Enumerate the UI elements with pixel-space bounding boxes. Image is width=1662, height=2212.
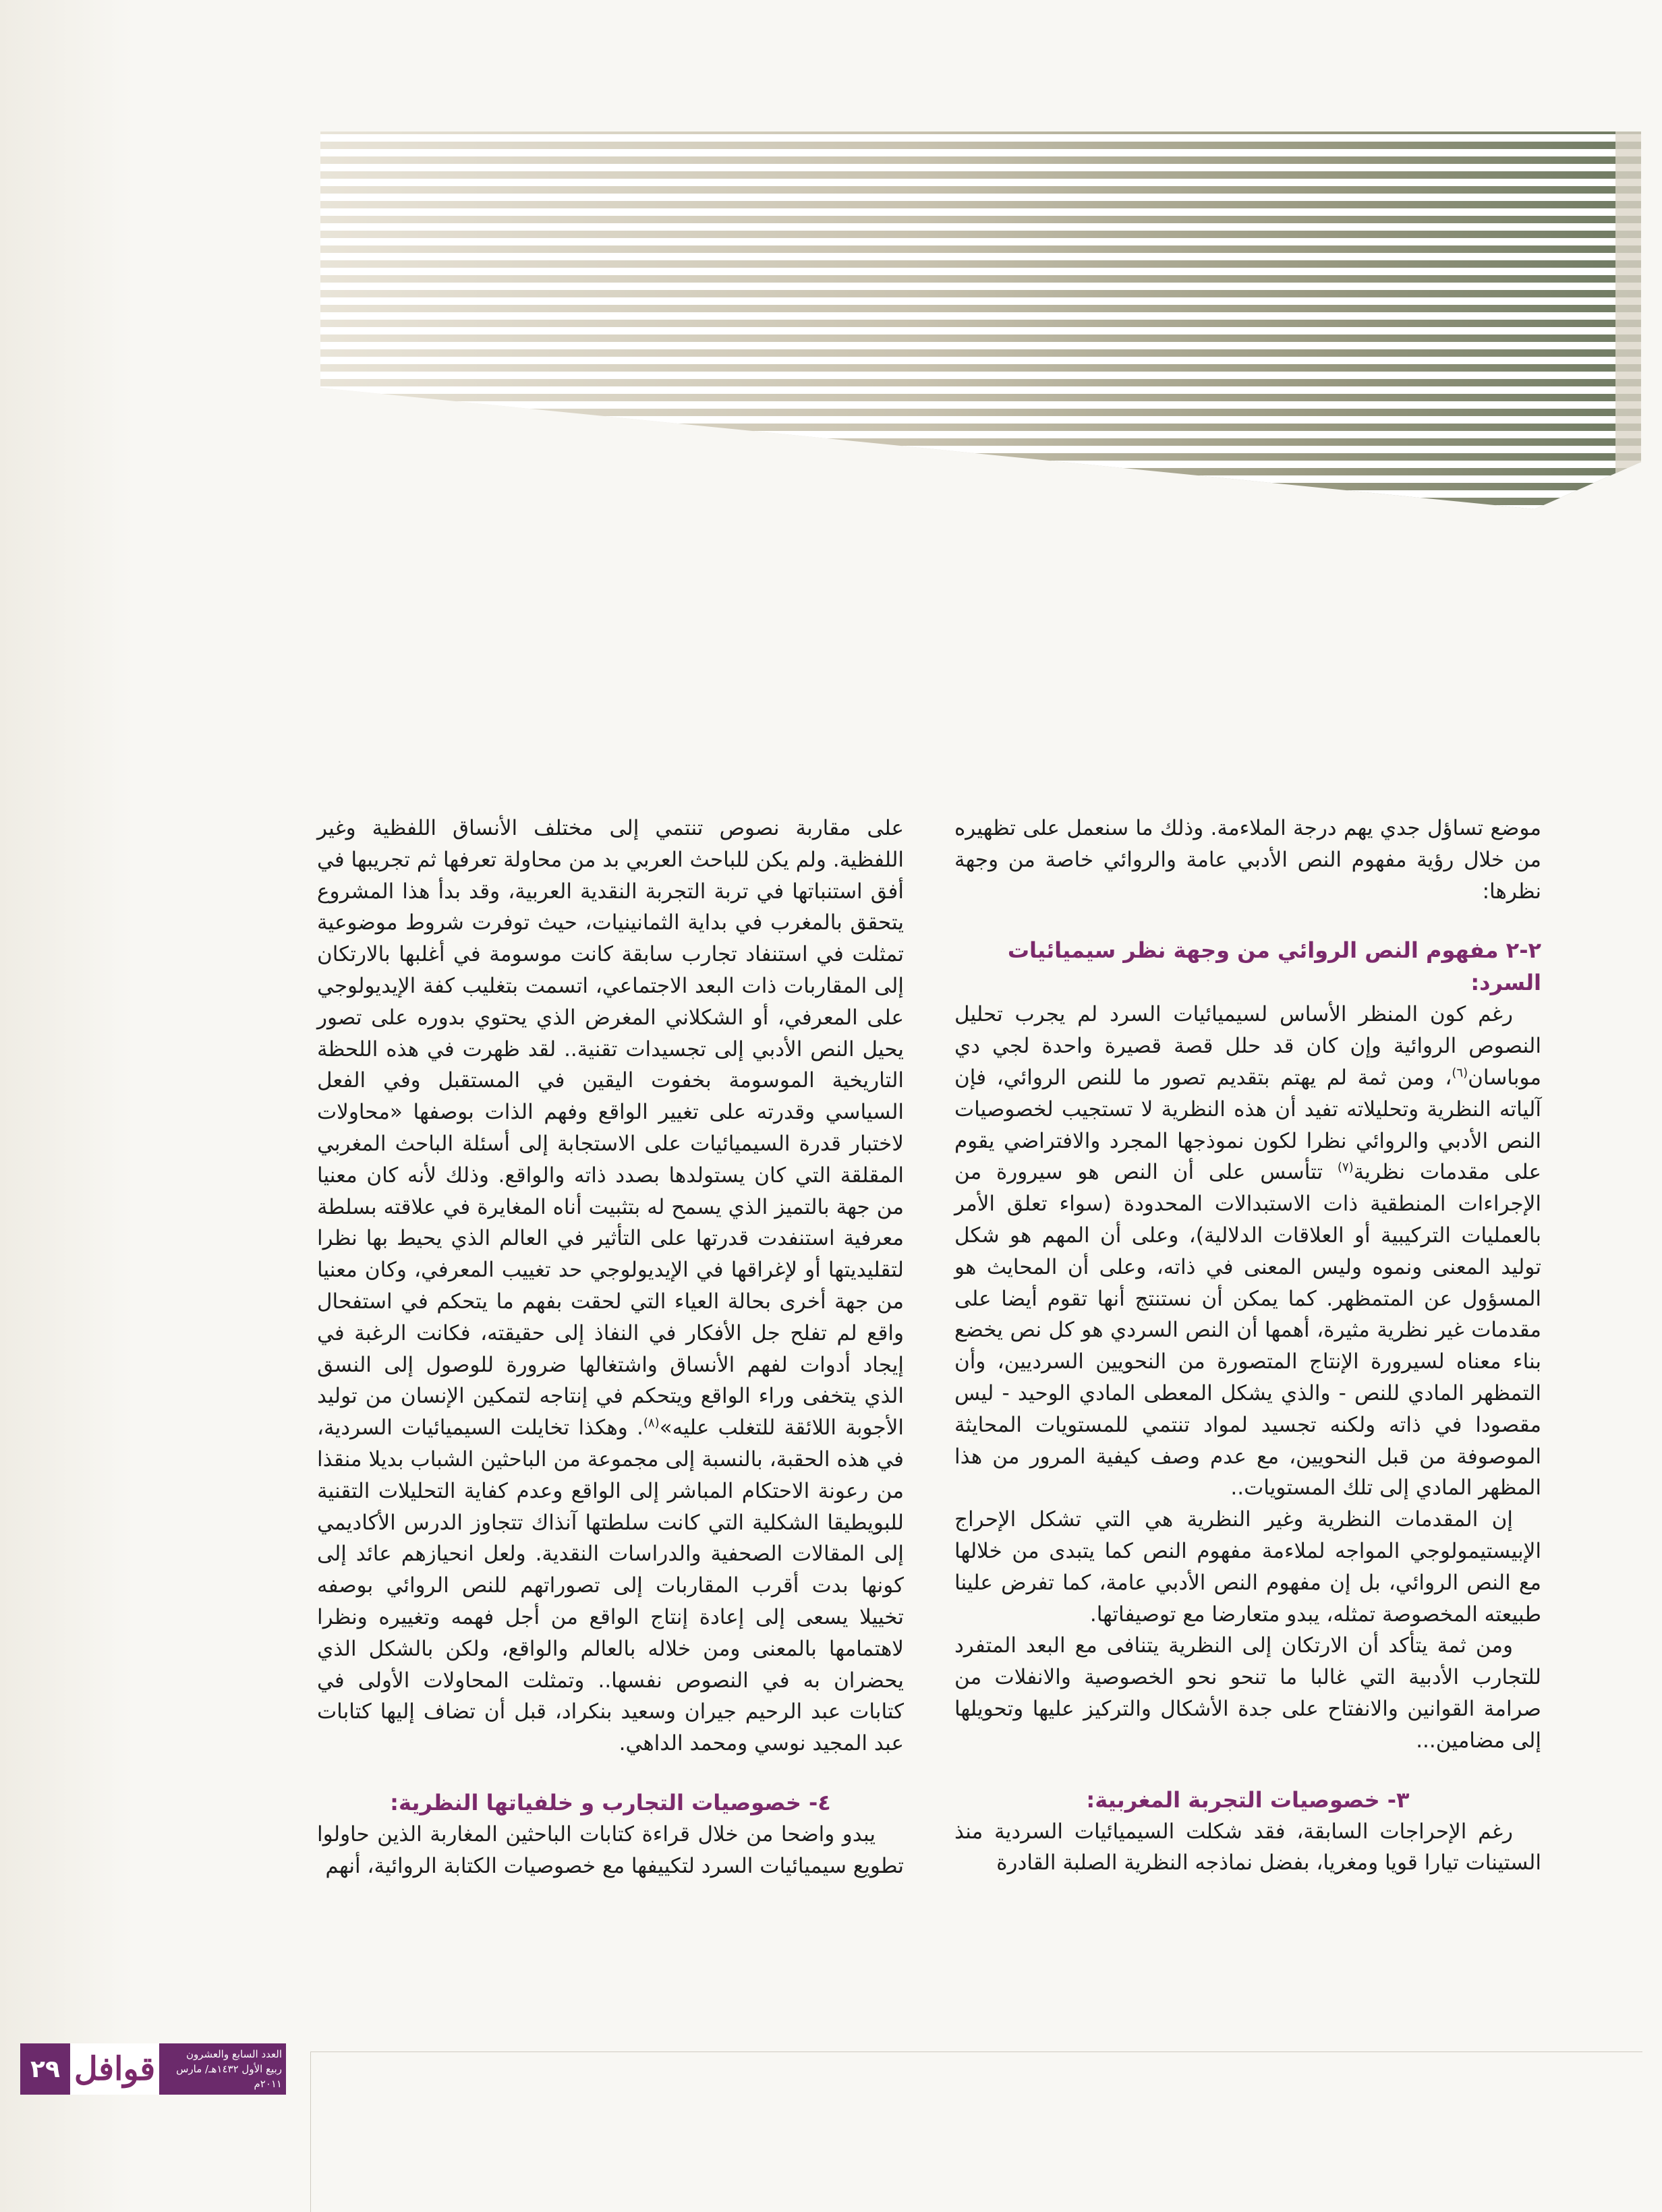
text-run: على مقاربة نصوص تنتمي إلى مختلف الأنساق اللفظية وغير اللفظية. ولم يكن للباحث العربي بد من محاولة تعرفها ثم تجريبها في أفق استنباتها في تربة التجربة النقدية العربية، وقد بدأ هذا المشروع يتحقق بالمغرب في بداية الثمانينيات، حيث توفرت شروط موضوعية تمثلت في استنفاد تجارب سابقة كانت موسومة في أغلبها بالارتكان إلى المقاربات ذات البعد الاجتماعي، اتسمت بتغليب كفة الإيديولوجي على المعرفي، أو الشكلاني المغرض الذي يحتوي بدوره على تصور يحيل النص الأدبي إلى تجسيدات تقنية.. لقد ظهرت في هذه اللحظة التاريخية الموسومة بخفوت اليقين في المستقبل وفي الفعل السياسي وقدرته على تغيير الواقع وفهم الذات بوصفها «محاولات لاختبار قدرة السيميائيات على الاستجابة إلى أسئلة الباحث المغربي المقلقة التي كان يستولدها بصدد ذاته والواقع. وذلك لأنه كان معنيا من جهة بالتميز الذي يسمح له بتثبيت أناه المغايرة في علاقته بسلطة معرفية استنفدت قدرتها على التأثير في العالم الذي يحيط بها نظرا لتقليديتها أو لإغراقها في الإيديولوجي حد تغييب المعرفي، وكان معنيا من جهة أخرى بحالة العياء التي لحقت بفهم ما يتحكم في استفحال واقع لم تفلح جل الأفكار في النفاذ إلى حقيقته، فكانت الرغبة في إيجاد أدوات لفهم الأنساق واشتغالها ضرورة للوصول إلى النسق الذي يتخفى وراء الواقع ويتحكم في إنتاجه لتمكين الإنسان من توليد الأجوبة اللائقة للتغلب عليه» [317, 816, 904, 1440]
header-stripe [320, 327, 1641, 334]
header-stripe [320, 164, 1641, 171]
header-stripe [320, 283, 1641, 290]
header-stripe [320, 312, 1641, 320]
article-column-left [317, 813, 904, 1882]
header-stripe [320, 223, 1641, 231]
paragraph-intro: موضع تساؤل جدي يهم درجة الملاءمة. وذلك ما سنعمل على تظهيره من خلال رؤية مفهوم النص الأدبي عامة والروائي خاصة من وجهة نظرها: [954, 816, 1541, 904]
footnote-ref[interactable]: (٦) [1452, 1066, 1468, 1080]
paragraph: إن المقدمات النظرية وغير النظرية هي التي تشكل الإحراج الإبيستيمولوجي المواجه لملاءمة مفهوم النص كما يتبدى من خلالها مع النص الروائي، بل إن مفهوم النص الأدبي عامة، كما تفرض علينا طبيعته المخصوصة تمثله، يبدو متعارضا مع توصيفاتها. [954, 1507, 1541, 1627]
issue-date: ربيع الأول ١٤٣٢هـ/ مارس ٢٠١١م [176, 2063, 282, 2090]
header-stripe [320, 372, 1641, 379]
page-footer [20, 2043, 286, 2095]
paragraph: رغم الإحراجات السابقة، فقد شكلت السيميائيات السردية منذ الستينات تيارا قويا ومغريا، بفضل نماذجه النظرية الصلبة القادرة [954, 1819, 1541, 1875]
footnote-ref[interactable]: (٧) [1337, 1161, 1354, 1175]
section-heading-4: ٤- خصوصيات التجارب و خلفياتها النظرية: [390, 1789, 831, 1815]
text-run: . وهكذا تخايلت السيميائيات السردية، في هذه الحقبة، بالنسبة إلى مجموعة من الباحثين الشباب بديلا منقذا من رعونة الاحتكام المباشر إلى الواقع وعدم كفاية التحليلات التقنية للبويطيقا الشكلية التي كانت سلطتها آنذاك تتجاوز الدرس الأكاديمي إلى المقالات الصحفية والدراسات النقدية. ولعل انحيازهم عائد إلى كونها بدت أقرب المقاربات إلى تصوراتهم للنص الروائي بوصفه تخييلا يسعى إلى إعادة إنتاج الواقع من أجل فهمه وتغييره ونظرا لاهتمامها بالمعنى ومن خلاله بالعالم والواقع، ولكن بالشكل الذي يحضران به في النصوص نفسها.. وتمثلت المحاولات الأولى في كتابات عبد الرحيم جيران وسعيد بنكراد، قبل أن تضاف إليها كتابات عبد المجيد نوسي ومحمد الداهي. [317, 1416, 904, 1756]
text-run: ، ومن ثمة لم يهتم بتقديم تصور ما للنص الروائي، فإن آلياته النظرية وتحليلاته تفيد أن هذه النظرية لا تستجيب لخصوصيات النص الأدبي والروائي نظرا لكون نموذجها المجرد والافتراضي يقوم على مقدمات نظرية [954, 1065, 1541, 1185]
header-stripe [320, 357, 1641, 364]
header-stripe [320, 416, 1641, 424]
header-stripe [320, 342, 1641, 349]
header-stripe [320, 134, 1641, 142]
header-stripe [320, 179, 1641, 186]
page-number: ٢٩ [20, 2043, 70, 2095]
header-stripe [320, 490, 1641, 498]
header-stripe [320, 401, 1641, 409]
text-run: رغم كون المنظر الأساس لسيميائيات السرد لم يجرب تحليل النصوص الروائية وإن كان قد حلل قصة قصيرة واحدة لجي دي موباسان [954, 1002, 1541, 1090]
header-stripe [320, 208, 1641, 216]
issue-number: العدد السابع والعشرون [185, 2048, 282, 2060]
text-run: تتأسس على أن النص هو سيرورة من الإجراءات المنطقية ذات الاستبدالات المحدودة (سواء تعلق الأمر بالعمليات التركيبية أو العلاقات الدلالية)، وعلى أن المهم هو شكل توليد المعنى ونموه وليس المعنى في ذاته، وعلى أن المحايث هو المسؤول عن المتمظهر. كما يمكن أن نستنتج أنها تقوم أيضا على مقدمات غير نظرية مثيرة، أهمها أن النص السردي هو كل نص يخضع بناء معناه لسيرورة الإنتاج المتصورة من النحويين السرديين، وأن التمظهر المادي للنص - والذي يشكل المعطى المادي الوحيد - ليس مقصودا في ذاته ولكنه تجسيد لمواد تنتمي للمستويات المحايثة الموصوفة من قبل النحويين، مع عدم وصف كيفية المرور من هذا المظهر المادي إلى تلك المستويات.. [954, 1160, 1541, 1501]
header-stripe [320, 238, 1641, 245]
header-stripe [320, 253, 1641, 260]
header-stripe [320, 475, 1641, 483]
footer-rule [310, 2051, 1642, 2052]
header-striped-photo [320, 132, 1641, 509]
section-heading-3: ٣- خصوصيات التجربة المغربية: [1086, 1786, 1410, 1813]
paragraph [954, 999, 1541, 1504]
issue-info [159, 2043, 286, 2095]
header-stripe [320, 461, 1641, 468]
footnote-ref[interactable]: (٨) [643, 1416, 660, 1430]
header-stripe [320, 446, 1641, 453]
paragraph [317, 813, 904, 1759]
section-heading-2-2: ٢-٢ مفهوم النص الروائي من وجهة نظر سيميائيات السرد: [1007, 937, 1541, 996]
header-stripe [320, 297, 1641, 305]
header-stripe [320, 149, 1641, 156]
paragraph: يبدو واضحا من خلال قراءة كتابات الباحثين المغاربة الذين حاولوا تطويع سيميائيات السرد لتكييفها مع خصوصيات الكتابة الروائية، أنهم [317, 1822, 904, 1878]
header-stripe [320, 386, 1641, 394]
header-stripe [320, 268, 1641, 275]
footer-side-rule [310, 2051, 311, 2212]
header-stripe [320, 505, 1641, 509]
magazine-logo: قوافل [70, 2043, 159, 2095]
header-stripe [320, 194, 1641, 201]
header-stripe [320, 431, 1641, 438]
article-column-right [954, 813, 1541, 1879]
paragraph: ومن ثمة يتأكد أن الارتكان إلى النظرية يتنافى مع البعد المتفرد للتجارب الأدبية التي غالبا ما تنحو نحو الخصوصية والانفلات من صرامة القوانين والانفتاح على جدة الأشكال والتركيز عليها وتحويلها إلى مضامين... [954, 1633, 1541, 1753]
